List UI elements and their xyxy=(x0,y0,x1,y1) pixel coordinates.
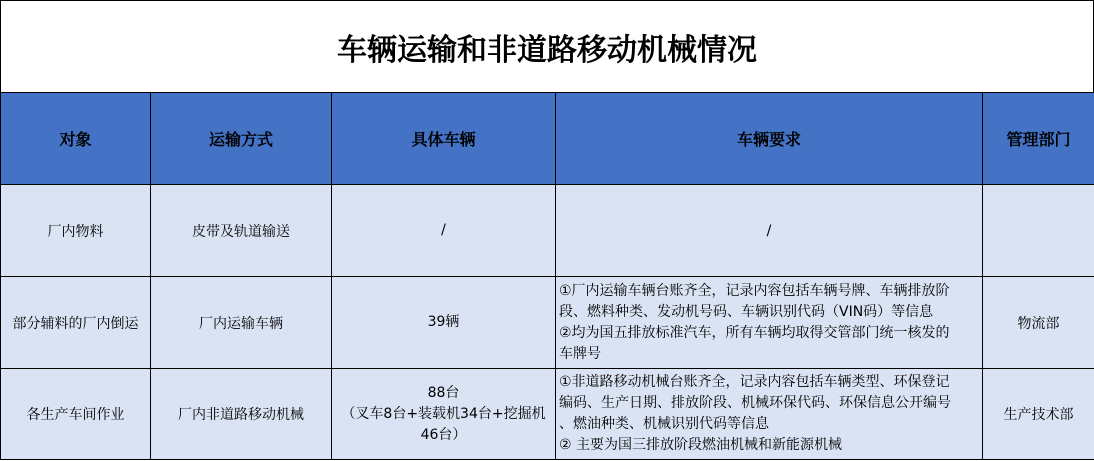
cell-method: 厂内运输车辆 xyxy=(151,277,332,369)
cell-vehicles xyxy=(332,277,556,369)
vehicles-line: （叉车8台+装载机34台+挖掘机 xyxy=(341,405,546,422)
cell-object: 部分辅料的厂内倒运 xyxy=(1,277,151,369)
requirements-line: 段、燃料种类、发动机号码、车辆识别代码（VIN码）等信息 xyxy=(559,303,934,320)
requirements-line: 、燃油种类、机械识别代码等信息 xyxy=(559,416,769,432)
header-requirements: 车辆要求 xyxy=(556,93,983,185)
requirements-line: ①非道路移动机械台账齐全，记录内容包括车辆类型、环保登记 xyxy=(559,374,950,390)
cell-dept xyxy=(983,185,1094,277)
cell-dept: 物流部 xyxy=(983,277,1094,369)
cell-vehicles xyxy=(332,185,556,277)
requirements-line: 编码、生产日期、排放阶段、机械环保代码、环保信息公开编号 xyxy=(559,395,951,411)
cell-requirements xyxy=(556,369,983,460)
cell-requirements xyxy=(556,185,983,277)
header-row xyxy=(1,93,1094,185)
cell-dept: 生产技术部 xyxy=(983,369,1094,460)
requirements-line: 车牌号 xyxy=(559,345,601,362)
table-row xyxy=(1,185,1094,277)
vehicles-line: 88台 xyxy=(427,384,460,401)
requirements-line: ②均为国五排放标准汽车，所有车辆均取得交管部门统一核发的 xyxy=(559,324,950,341)
cell-method: 厂内非道路移动机械 xyxy=(151,369,332,460)
header-method: 运输方式 xyxy=(151,93,332,185)
header-object: 对象 xyxy=(1,93,151,185)
requirements-line: ② 主要为国三排放阶段燃油机械和新能源机械 xyxy=(559,437,842,453)
vehicles-line: 39辆 xyxy=(427,314,460,330)
vehicles-line: / xyxy=(441,222,446,238)
requirements-line: ①厂内运输车辆台账齐全，记录内容包括车辆号牌、车辆排放阶 xyxy=(559,282,950,299)
cell-requirements xyxy=(556,277,983,369)
vehicles-line: 46台） xyxy=(420,426,467,443)
vehicle-table xyxy=(0,92,1094,460)
sheet-title: 车辆运输和非道路移动机械情况 xyxy=(0,0,1094,92)
table-row xyxy=(1,369,1094,460)
requirements-line: / xyxy=(766,222,772,239)
header-dept: 管理部门 xyxy=(983,93,1094,185)
cell-method: 皮带及轨道输送 xyxy=(151,185,332,277)
cell-object: 厂内物料 xyxy=(1,185,151,277)
table-row xyxy=(1,277,1094,369)
cell-object: 各生产车间作业 xyxy=(1,369,151,460)
cell-vehicles xyxy=(332,369,556,460)
header-vehicles: 具体车辆 xyxy=(332,93,556,185)
